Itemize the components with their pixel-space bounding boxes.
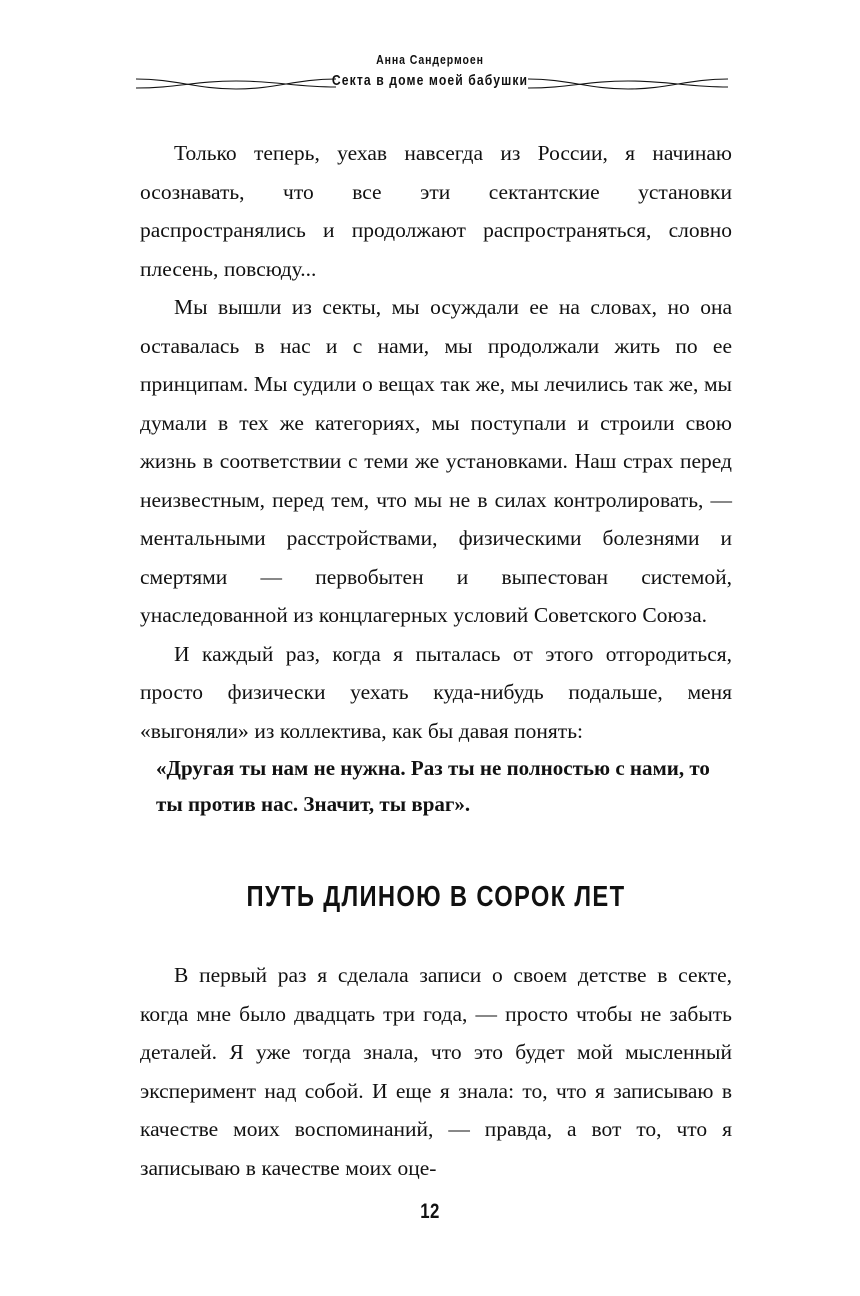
section-heading: ПУТЬ ДЛИНОЮ В СОРОК ЛЕТ	[246, 881, 626, 913]
body-paragraph: И каждый раз, когда я пыталась от этого отгородиться, просто физически уехать куда-нибудь подальше, меня «выгоняли» из коллектива, как бы давая понять:	[140, 641, 732, 743]
page-number: 12	[420, 1200, 440, 1223]
body-paragraph: Только теперь, уехав навсегда из России, я начинаю осознавать, что все эти сектантские установки распространялись и продолжают распространяться, словно плесень, повсюду...	[140, 141, 732, 281]
page-content	[140, 134, 732, 1187]
body-paragraph: В первый раз я сделала записи о своем детстве в секте, когда мне было двадцать три года, — просто чтобы не забыть деталей. Я уже тогда знала, что это будет мой мысленный эксперимент над собой. И еще я знала: то, что я записываю в качестве моих воспоминаний, — правда, а вот то, что я записываю в качестве моих оце-	[140, 963, 732, 1180]
pull-quote: «Другая ты нам не нужна. Раз ты не полностью с нами, то ты против нас. Значит, ты враг».	[156, 756, 710, 816]
header-author: Анна Сандермоен	[376, 53, 484, 67]
running-header	[0, 52, 860, 108]
body-paragraph: Мы вышли из секты, мы осуждали ее на словах, но она оставалась в нас и с нами, мы продолжали жить по ее принципам. Мы судили о вещах так же, мы лечились так же, мы думали в тех же категориях, мы поступали и строили свою жизнь в соответствии с теми же установками. Наш страх перед неизвестным, перед тем, что мы не в силах контролировать, — ментальными расстройствами, физическими болезнями и смертями — первобытен и выпестован системой, унаследованной из концлагерных условий Советского Союза.	[140, 295, 732, 627]
header-book-title: Секта в доме моей бабушки	[331, 73, 529, 89]
header-text-block	[0, 52, 860, 91]
